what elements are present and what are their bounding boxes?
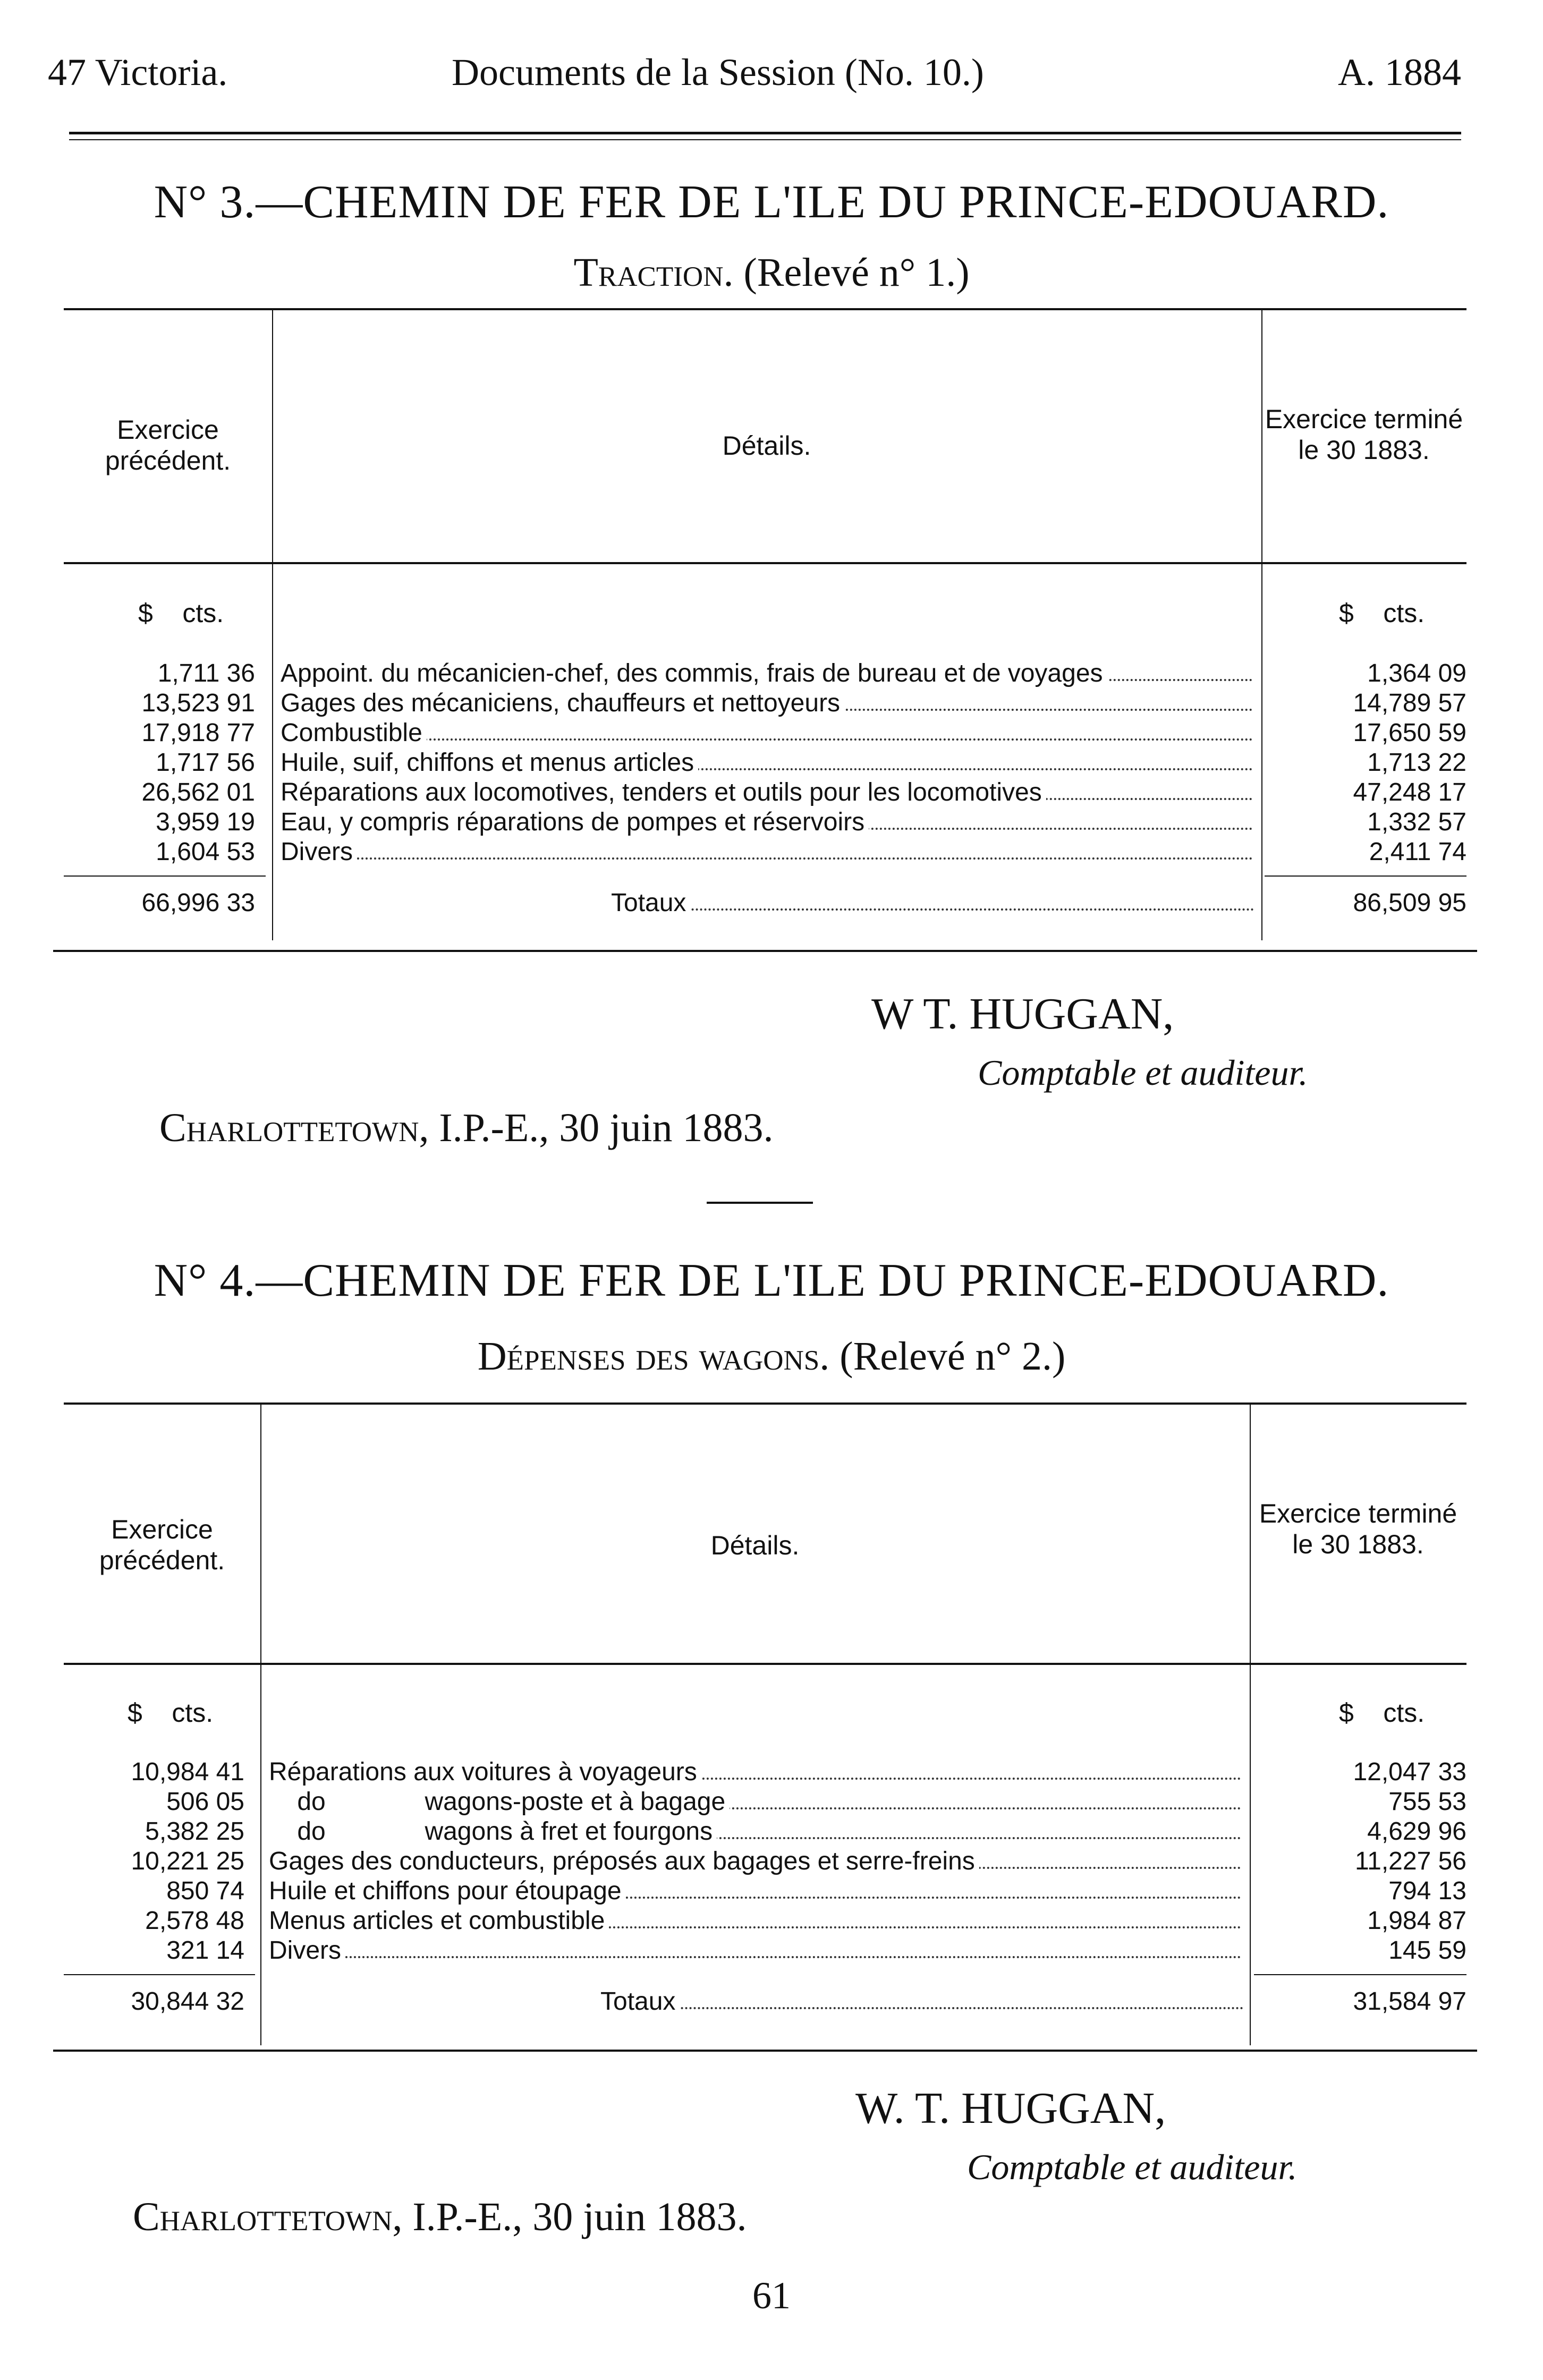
table-row <box>64 1936 1466 1966</box>
table1-units-left: $ cts. <box>138 598 224 628</box>
table-row <box>64 1906 1466 1936</box>
running-header-right: A. 1884 <box>1338 51 1461 94</box>
total-label: Totaux <box>600 1987 1243 2017</box>
previous-amount: 850 74 <box>166 1877 244 1905</box>
current-amount: 1,332 57 <box>1367 808 1466 836</box>
table1-header-previous: Exercice précédent. <box>105 415 231 475</box>
table-row <box>64 688 1466 718</box>
current-amount: 794 13 <box>1388 1877 1466 1905</box>
table2-top-rule <box>64 1402 1466 1405</box>
detail-description: Réparations aux locomotives, tenders et outils pour les locomotives <box>281 778 1253 808</box>
table-row <box>64 837 1466 867</box>
table2-subtotal-rule-right <box>1254 1974 1466 1975</box>
signature1-name: W T. HUGGAN, <box>871 989 1174 1039</box>
detail-description: do wagons à fret et fourgons <box>269 1817 1241 1847</box>
detail-description: Gages des mécaniciens, chauffeurs et nettoyeurs <box>281 688 1253 718</box>
table1-header-rule <box>64 562 1466 564</box>
current-amount: 1,364 09 <box>1367 659 1466 687</box>
current-amount: 4,629 96 <box>1367 1817 1466 1846</box>
current-amount: 17,650 59 <box>1353 719 1466 747</box>
detail-description: Réparations aux voitures à voyageurs <box>269 1757 1241 1787</box>
page-number: 61 <box>752 2274 791 2317</box>
previous-amount: 3,959 19 <box>156 808 255 836</box>
running-header <box>48 50 1461 98</box>
total-current: 86,509 95 <box>1353 889 1466 917</box>
previous-amount: 17,918 77 <box>141 719 255 747</box>
previous-amount: 506 05 <box>166 1788 244 1816</box>
section-separator <box>707 1202 813 1204</box>
table1-top-rule <box>64 308 1466 310</box>
detail-description: Divers <box>281 837 1253 867</box>
current-amount: 47,248 17 <box>1353 778 1466 806</box>
signature2-name: W. T. HUGGAN, <box>855 2084 1166 2133</box>
signature1-date: I.P.-E., 30 juin 1883. <box>439 1106 774 1150</box>
signature2-place: Charlottetown, <box>133 2195 403 2239</box>
table1-bottom-rule <box>53 950 1477 952</box>
detail-description: Menus articles et combustible <box>269 1906 1241 1936</box>
signature2-title: Comptable et auditeur. <box>967 2147 1298 2187</box>
detail-description: Huile, suif, chiffons et menus articles <box>281 748 1253 778</box>
table1-subtotal-rule-right <box>1265 876 1466 877</box>
table2-header-details: Détails. <box>710 1531 800 1560</box>
current-amount: 12,047 33 <box>1353 1758 1466 1786</box>
detail-description: Combustible <box>281 718 1253 748</box>
table2-totals-row <box>64 1987 1466 2017</box>
table1-units-right: $ cts. <box>1339 598 1425 628</box>
detail-description: do wagons-poste et à bagage <box>269 1787 1241 1817</box>
signature1-title: Comptable et auditeur. <box>978 1052 1308 1093</box>
previous-amount: 10,984 41 <box>131 1758 244 1786</box>
previous-amount: 13,523 91 <box>141 689 255 717</box>
table1-title: N° 3.—CHEMIN DE FER DE L'ILE DU PRINCE-EDOUARD. <box>154 176 1389 228</box>
table2-subtitle <box>0 1333 1543 1380</box>
current-amount: 1,984 87 <box>1367 1907 1466 1935</box>
detail-description: Huile et chiffons pour étoupage <box>269 1876 1241 1906</box>
signature1-place: Charlottetown, <box>159 1106 429 1150</box>
table-row <box>64 1757 1466 1787</box>
table2-title: N° 4.—CHEMIN DE FER DE L'ILE DU PRINCE-EDOUARD. <box>154 1255 1389 1306</box>
table2-subtotal-rule-left <box>64 1974 255 1975</box>
detail-description: Divers <box>269 1936 1241 1966</box>
detail-description: Eau, y compris réparations de pompes et réservoirs <box>281 808 1253 837</box>
signature2-date: I.P.-E., 30 juin 1883. <box>412 2195 747 2239</box>
table2-header-rule <box>64 1663 1466 1665</box>
previous-amount: 10,221 25 <box>131 1847 244 1875</box>
previous-amount: 1,711 36 <box>157 659 255 687</box>
table-row <box>64 718 1466 748</box>
current-amount: 2,411 74 <box>1369 838 1466 866</box>
table2-subtitle-rest: (Relevé n° 2.) <box>840 1334 1066 1379</box>
table-row <box>64 1817 1466 1847</box>
table2-header-previous: Exercice précédent. <box>99 1515 225 1575</box>
total-previous: 66,996 33 <box>141 889 255 917</box>
table1-subtitle-caps: Traction. <box>573 250 734 295</box>
running-header-left: 47 Victoria. <box>48 51 228 94</box>
previous-amount: 2,578 48 <box>145 1907 244 1935</box>
table2-header-current: Exercice terminé le 30 1883. <box>1259 1499 1457 1559</box>
table1-totals-row <box>64 888 1466 918</box>
total-previous: 30,844 32 <box>131 1987 244 2016</box>
total-current: 31,584 97 <box>1353 1987 1466 2016</box>
table1-subtitle-rest: (Relevé n° 1.) <box>743 250 970 295</box>
signature2-place-date <box>133 2194 747 2240</box>
previous-amount: 1,604 53 <box>156 838 255 866</box>
table1 <box>64 308 1466 946</box>
table1-header-current: Exercice terminé le 30 1883. <box>1265 404 1463 465</box>
table2-units-right: $ cts. <box>1339 1698 1425 1728</box>
table-row <box>64 1876 1466 1906</box>
signature1-place-date <box>159 1105 773 1151</box>
table1-subtitle <box>0 250 1543 296</box>
table2-units-left: $ cts. <box>128 1698 214 1728</box>
detail-description: Appoint. du mécanicien-chef, des commis, frais de bureau et de voyages <box>281 659 1253 688</box>
total-label: Totaux <box>611 888 1254 918</box>
table-row <box>64 778 1466 808</box>
table-row <box>64 748 1466 778</box>
header-rule <box>69 132 1461 134</box>
table2 <box>64 1402 1466 2056</box>
table-row <box>64 659 1466 688</box>
current-amount: 11,227 56 <box>1355 1847 1466 1875</box>
table-row <box>64 1847 1466 1876</box>
previous-amount: 5,382 25 <box>145 1817 244 1846</box>
current-amount: 1,713 22 <box>1367 749 1466 777</box>
table2-subtitle-caps: Dépenses des wagons. <box>477 1334 830 1379</box>
table1-subtotal-rule-left <box>64 876 266 877</box>
current-amount: 755 53 <box>1388 1788 1466 1816</box>
table-row <box>64 808 1466 837</box>
detail-description: Gages des conducteurs, préposés aux bagages et serre-freins <box>269 1847 1241 1876</box>
current-amount: 14,789 57 <box>1353 689 1466 717</box>
table2-bottom-rule <box>53 2050 1477 2052</box>
current-amount: 145 59 <box>1388 1936 1466 1965</box>
previous-amount: 321 14 <box>166 1936 244 1965</box>
table1-header-details: Détails. <box>722 431 811 461</box>
previous-amount: 1,717 56 <box>156 749 255 777</box>
table-row <box>64 1787 1466 1817</box>
previous-amount: 26,562 01 <box>141 778 255 806</box>
running-header-center: Documents de la Session (No. 10.) <box>452 51 984 94</box>
